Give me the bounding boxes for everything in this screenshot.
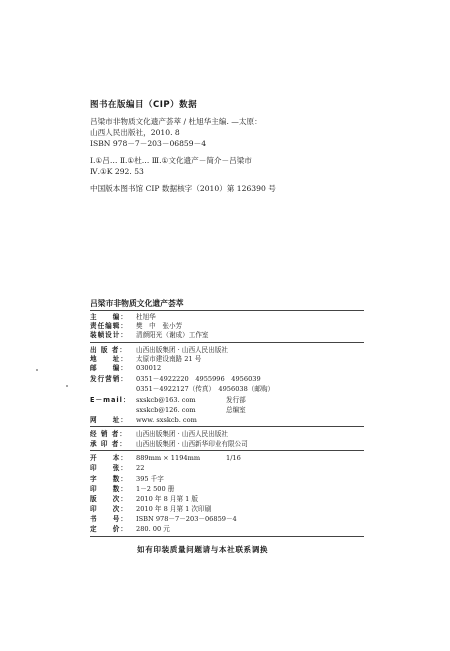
row-value: 杜旭华 — [136, 313, 156, 321]
imprint-row-isbn — [90, 515, 237, 524]
row-value: 0351－4922220 4955996 4956039 — [136, 375, 261, 383]
row-value: 樊 中 张小芳 — [136, 322, 183, 330]
row-label: 发行营销： — [90, 375, 128, 383]
imprint-row-print-run — [90, 485, 174, 494]
row-value: 280. 00 元 — [136, 525, 170, 533]
row-label: E－mail： — [90, 396, 131, 404]
imprint-row-word-count — [90, 475, 164, 484]
row-note: 1/16 — [226, 454, 241, 462]
row-label: 字 数： — [90, 475, 128, 483]
cip-line: 吕梁市非物质文化遗产荟萃 / 杜旭华主编. —太原： — [90, 117, 262, 126]
row-value: 太原市建设南路 21 号 — [136, 355, 202, 363]
imprint-row-format — [90, 454, 241, 463]
scan-speck — [36, 369, 38, 371]
row-value: 2010 年 8 月第 1 版 — [136, 495, 199, 503]
row-label: 印 张： — [90, 464, 128, 472]
row-value: ISBN 978－7－203－06859－4 — [136, 515, 237, 523]
row-value: 889mm × 1194mm — [136, 454, 201, 462]
row-label: 网 址： — [90, 416, 128, 424]
imprint-row-printing — [90, 505, 211, 514]
row-label: 地 址： — [90, 355, 128, 363]
imprint-row-responsible-editor — [90, 322, 182, 331]
cip-title: 图书在版编目（CIP）数据 — [90, 100, 198, 110]
imprint-row-printer — [90, 440, 248, 449]
row-label: 责任编辑： — [90, 322, 128, 330]
scan-speck — [66, 385, 68, 387]
row-label: 开 本： — [90, 454, 128, 462]
imprint-row-address — [90, 355, 201, 364]
row-note: 总编室 — [226, 406, 246, 414]
quality-notice: 如有印装质量问题请与本社联系调换 — [137, 545, 269, 554]
row-value: 山西出版集团 · 山西人民出版社 — [136, 346, 229, 354]
imprint-row-editor — [90, 313, 156, 322]
imprint-row-marketing — [90, 375, 261, 384]
imprint-row-price — [90, 525, 170, 534]
row-value: 1－2 500 册 — [136, 485, 175, 493]
row-label: 版 次： — [90, 495, 128, 503]
divider — [90, 426, 364, 427]
cip-line: ISBN 978－7－203－06859－4 — [90, 139, 207, 148]
divider — [90, 450, 364, 451]
row-label: 经 销 者： — [90, 430, 127, 438]
website-link[interactable]: www. sxskcb. com — [136, 416, 197, 424]
imprint-row-sheets — [90, 464, 144, 473]
divider — [90, 536, 364, 537]
email-link[interactable]: sxskcb@126. com — [136, 406, 196, 414]
row-value: 2010 年 8 月第 1 次印刷 — [136, 505, 212, 513]
row-label: 定 价： — [90, 525, 128, 533]
divider — [90, 310, 364, 311]
imprint-row-designer — [90, 331, 209, 340]
imprint-row-website — [90, 416, 197, 425]
divider — [90, 342, 364, 343]
row-value: 山西出版集团 · 山西新华印业有限公司 — [136, 440, 248, 448]
imprint-row-postcode — [90, 364, 161, 373]
cip-line: 山西人民出版社，2010. 8 — [90, 128, 180, 137]
email-link[interactable]: sxskcb@163. com — [136, 396, 196, 404]
row-label: 承 印 者： — [90, 440, 127, 448]
imprint-row-email — [90, 396, 246, 405]
row-label: 出 版 者： — [90, 346, 127, 354]
row-note: 发行部 — [226, 396, 246, 404]
row-value: 22 — [136, 464, 145, 472]
row-value: 清颜阳光（谢成）工作室 — [136, 331, 209, 339]
row-label: 邮 编： — [90, 364, 128, 372]
row-value: 395 千字 — [136, 475, 164, 483]
row-label: 主 编： — [90, 313, 128, 321]
imprint-row-distributor — [90, 430, 228, 439]
imprint-row-publisher — [90, 346, 228, 355]
row-value: 山西出版集团 · 山西人民出版社 — [136, 430, 229, 438]
cip-verify-line: 中国版本图书馆 CIP 数据核字（2010）第 126390 号 — [90, 184, 276, 193]
row-label: 装帧设计： — [90, 331, 128, 339]
row-value: 0351－4922127（传真） 4956038（邮购） — [136, 385, 275, 393]
cip-line: Ⅰ.①吕… Ⅱ.①杜… Ⅲ.①文化遗产－简介－吕梁市 — [90, 156, 252, 165]
row-value: 030012 — [136, 364, 162, 372]
row-label: 印 次： — [90, 505, 128, 513]
book-title: 吕梁市非物质文化遗产荟萃 — [90, 299, 184, 308]
row-label: 书 号： — [90, 515, 128, 523]
imprint-row-email-2 — [90, 406, 246, 415]
row-label: 印 数： — [90, 485, 128, 493]
cip-line: Ⅳ.①K 292. 53 — [90, 167, 144, 176]
imprint-row-edition — [90, 495, 198, 504]
imprint-row-marketing-fax — [90, 385, 274, 394]
